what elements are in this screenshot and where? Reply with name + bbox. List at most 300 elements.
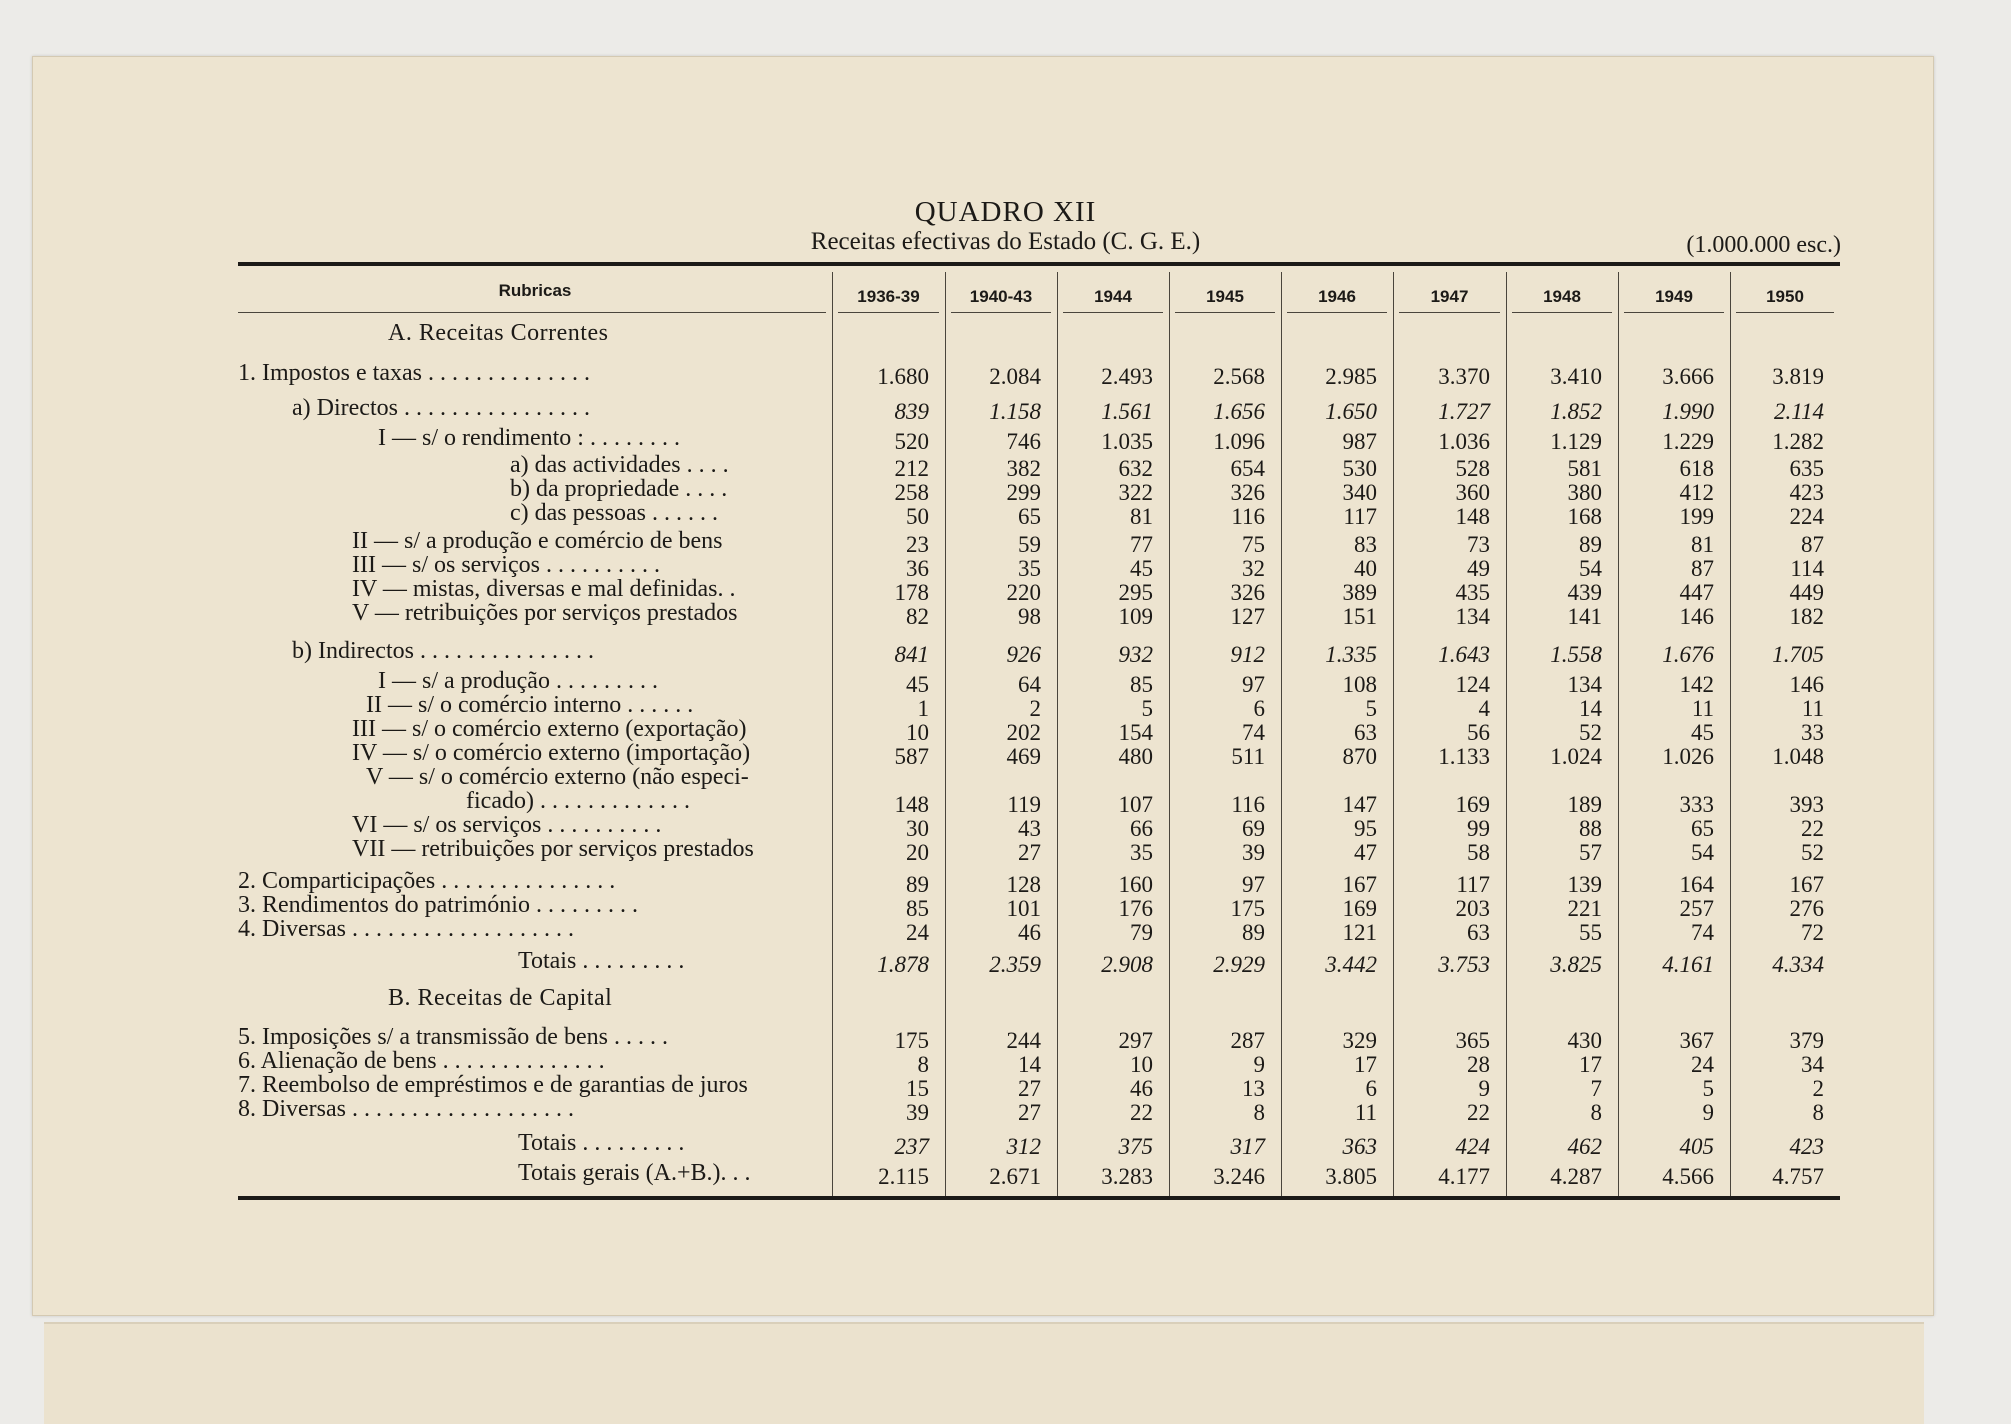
row-label: Totais . . . . . . . . .: [518, 1130, 685, 1156]
cell-value: 69: [1242, 816, 1265, 841]
cell-value: 167: [1342, 872, 1377, 897]
cell-value: 7: [1590, 1076, 1602, 1101]
cell-value: 85: [1130, 672, 1153, 697]
header-year: 1944: [1094, 287, 1132, 306]
cell-value: 333: [1679, 792, 1714, 817]
cell-value: 6: [1365, 1076, 1377, 1101]
cell-value: 142: [1679, 672, 1714, 697]
cell-value: 30: [906, 816, 929, 841]
cell-value: 14: [1579, 696, 1602, 721]
cell-value: 987: [1342, 429, 1377, 454]
cell-value: 839: [894, 399, 929, 424]
cell-value: 73: [1467, 532, 1490, 557]
cell-value: 299: [1006, 480, 1041, 505]
cell-value: 1.335: [1325, 642, 1377, 667]
cell-value: 5: [1141, 696, 1153, 721]
header-year: 1950: [1766, 287, 1804, 306]
cell-value: 2.084: [989, 364, 1041, 389]
cell-value: 746: [1006, 429, 1041, 454]
cell-value: 98: [1018, 604, 1041, 629]
row-label: 1. Impostos e taxas . . . . . . . . . . . . . .: [238, 360, 590, 386]
cell-value: 9: [1702, 1100, 1714, 1125]
cell-value: 1.096: [1213, 429, 1265, 454]
cell-value: 199: [1679, 504, 1714, 529]
cell-value: 148: [894, 792, 929, 817]
cell-value: 81: [1130, 504, 1153, 529]
row-label: 7. Reembolso de empréstimos e de garantias de juros: [238, 1072, 748, 1098]
cell-value: 1.852: [1550, 399, 1602, 424]
cell-value: 167: [1789, 872, 1824, 897]
cell-value: 654: [1230, 456, 1265, 481]
cell-value: 4.287: [1550, 1164, 1602, 1189]
cell-value: 1.026: [1662, 744, 1714, 769]
cell-value: 175: [894, 1028, 929, 1053]
cell-value: 151: [1342, 604, 1377, 629]
cell-value: 2.985: [1325, 364, 1377, 389]
cell-value: 618: [1679, 456, 1714, 481]
cell-value: 1.158: [989, 399, 1041, 424]
cell-value: 2.908: [1101, 952, 1153, 977]
row-label: c) das pessoas . . . . . .: [510, 500, 718, 526]
cell-value: 134: [1455, 604, 1490, 629]
header-underline: [1736, 312, 1834, 313]
cell-value: 3.283: [1101, 1164, 1153, 1189]
cell-value: 1.561: [1101, 399, 1153, 424]
cell-value: 10: [1130, 1052, 1153, 1077]
cell-value: 77: [1130, 532, 1153, 557]
cell-value: 121: [1342, 920, 1377, 945]
cell-value: 39: [906, 1100, 929, 1125]
cell-value: 4: [1478, 696, 1490, 721]
unit-note: (1.000.000 esc.): [1686, 232, 1841, 258]
header-underline: [1399, 312, 1500, 313]
cell-value: 435: [1455, 580, 1490, 605]
cell-value: 295: [1118, 580, 1153, 605]
row-label: I — s/ a produção . . . . . . . . .: [378, 668, 658, 694]
cell-value: 2.359: [989, 952, 1041, 977]
cell-value: 528: [1455, 456, 1490, 481]
cell-value: 297: [1118, 1028, 1153, 1053]
cell-value: 32: [1242, 556, 1265, 581]
cell-value: 107: [1118, 792, 1153, 817]
cell-value: 393: [1789, 792, 1824, 817]
cell-value: 329: [1342, 1028, 1377, 1053]
cell-value: 89: [1242, 920, 1265, 945]
cell-value: 367: [1679, 1028, 1714, 1053]
cell-value: 134: [1567, 672, 1602, 697]
cell-value: 88: [1579, 816, 1602, 841]
cell-value: 56: [1467, 720, 1490, 745]
cell-value: 287: [1230, 1028, 1265, 1053]
cell-value: 1.705: [1772, 642, 1824, 667]
row-label: a) Directos . . . . . . . . . . . . . . . .: [292, 395, 590, 421]
cell-value: 169: [1455, 792, 1490, 817]
cell-value: 220: [1006, 580, 1041, 605]
header-underline: [951, 312, 1051, 313]
cell-value: 8: [917, 1052, 929, 1077]
cell-value: 258: [894, 480, 929, 505]
cell-value: 175: [1230, 896, 1265, 921]
cell-value: 27: [1018, 1076, 1041, 1101]
cell-value: 45: [1130, 556, 1153, 581]
cell-value: 4.177: [1438, 1164, 1490, 1189]
cell-value: 449: [1789, 580, 1824, 605]
header-year: 1946: [1318, 287, 1356, 306]
cell-value: 36: [906, 556, 929, 581]
table-title: QUADRO XII: [914, 196, 1097, 228]
cell-value: 581: [1567, 456, 1602, 481]
cell-value: 146: [1789, 672, 1824, 697]
header-rubricas: Rubricas: [498, 281, 572, 300]
cell-value: 43: [1018, 816, 1041, 841]
cell-value: 108: [1342, 672, 1377, 697]
cell-value: 926: [1006, 642, 1041, 667]
cell-value: 3.442: [1325, 952, 1377, 977]
row-label: VII — retribuições por serviços prestados: [352, 836, 754, 862]
cell-value: 8: [1812, 1100, 1824, 1125]
cell-value: 28: [1467, 1052, 1490, 1077]
cell-value: 5: [1702, 1076, 1714, 1101]
cell-value: 430: [1567, 1028, 1602, 1053]
cell-value: 83: [1354, 532, 1377, 557]
row-label: I — s/ o rendimento : . . . . . . . .: [378, 425, 680, 451]
cell-value: 412: [1679, 480, 1714, 505]
cell-value: 11: [1354, 1100, 1377, 1125]
row-label: 4. Diversas . . . . . . . . . . . . . . . . . . .: [238, 916, 574, 942]
cell-value: 5: [1365, 696, 1377, 721]
header-underline: [1175, 312, 1275, 313]
cell-value: 9: [1253, 1052, 1265, 1077]
cell-value: 317: [1230, 1134, 1265, 1159]
cell-value: 65: [1691, 816, 1714, 841]
cell-value: 439: [1567, 580, 1602, 605]
header-year: 1940-43: [969, 287, 1033, 306]
cell-value: 74: [1242, 720, 1265, 745]
cell-value: 221: [1567, 896, 1602, 921]
header-year: 1949: [1655, 287, 1693, 306]
cell-value: 74: [1691, 920, 1714, 945]
cell-value: 11: [1691, 696, 1714, 721]
cell-value: 59: [1018, 532, 1041, 557]
cell-value: 4.161: [1662, 952, 1714, 977]
cell-value: 340: [1342, 480, 1377, 505]
cell-value: 1.558: [1550, 642, 1602, 667]
cell-value: 119: [1007, 792, 1041, 817]
cell-value: 54: [1691, 840, 1714, 865]
cell-value: 128: [1006, 872, 1041, 897]
cell-value: 2.115: [878, 1164, 929, 1189]
header-year: 1945: [1206, 287, 1244, 306]
section-a-heading: A. Receitas Correntes: [388, 320, 609, 346]
row-label: II — s/ o comércio interno . . . . . .: [366, 692, 694, 718]
row-label: 2. Comparticipações . . . . . . . . . . . . . . .: [238, 868, 616, 894]
cell-value: 1.048: [1772, 744, 1824, 769]
row-label: 5. Imposições s/ a transmissão de bens . . . . .: [238, 1024, 668, 1050]
cell-value: 3.666: [1662, 364, 1714, 389]
row-label: b) Indirectos . . . . . . . . . . . . . . .: [292, 638, 594, 664]
cell-value: 169: [1342, 896, 1377, 921]
cell-value: 1.229: [1662, 429, 1714, 454]
cell-value: 11: [1801, 696, 1824, 721]
cell-value: 75: [1242, 532, 1265, 557]
cell-value: 212: [894, 456, 929, 481]
cell-value: 2.114: [1773, 399, 1824, 424]
cell-value: 405: [1679, 1134, 1714, 1159]
cell-value: 49: [1467, 556, 1490, 581]
cell-value: 63: [1354, 720, 1377, 745]
cell-value: 1.643: [1438, 642, 1490, 667]
cell-value: 841: [894, 642, 929, 667]
cell-value: 40: [1354, 556, 1377, 581]
cell-value: 1.727: [1438, 399, 1490, 424]
cell-value: 89: [1579, 532, 1602, 557]
header-underline: [1287, 312, 1387, 313]
row-label: V — s/ o comércio externo (não especi-: [366, 764, 749, 790]
cell-value: 72: [1801, 920, 1824, 945]
cell-value: 139: [1567, 872, 1602, 897]
cell-value: 1.650: [1325, 399, 1377, 424]
row-label: Totais . . . . . . . . .: [518, 948, 685, 974]
cell-value: 380: [1567, 480, 1602, 505]
cell-value: 79: [1130, 920, 1153, 945]
cell-value: 632: [1118, 456, 1153, 481]
cell-value: 147: [1342, 792, 1377, 817]
cell-value: 363: [1342, 1134, 1377, 1159]
cell-value: 1.036: [1438, 429, 1490, 454]
cell-value: 99: [1467, 816, 1490, 841]
cell-value: 46: [1018, 920, 1041, 945]
cell-value: 3.410: [1550, 364, 1602, 389]
row-label: 3. Rendimentos do património . . . . . . . . .: [238, 892, 638, 918]
cell-value: 22: [1130, 1100, 1153, 1125]
cell-value: 203: [1455, 896, 1490, 921]
header-underline: [838, 312, 939, 313]
header-underline: [1624, 312, 1724, 313]
cell-value: 160: [1118, 872, 1153, 897]
cell-value: 511: [1231, 744, 1265, 769]
cell-value: 326: [1230, 480, 1265, 505]
cell-value: 176: [1118, 896, 1153, 921]
row-label: V — retribuições por serviços prestados: [352, 600, 738, 626]
cell-value: 50: [906, 504, 929, 529]
cell-value: 20: [906, 840, 929, 865]
bottom-rule: [238, 1196, 1840, 1200]
cell-value: 520: [894, 429, 929, 454]
row-label: III — s/ os serviços . . . . . . . . . .: [352, 552, 660, 578]
cell-value: 2: [1812, 1076, 1824, 1101]
row-label: IV — s/ o comércio externo (importação): [352, 740, 751, 766]
cell-value: 13: [1242, 1076, 1265, 1101]
cell-value: 1.282: [1772, 429, 1824, 454]
row-label: b) da propriedade . . . .: [510, 476, 728, 502]
cell-value: 379: [1789, 1028, 1824, 1053]
cell-value: 17: [1579, 1052, 1602, 1077]
cell-value: 35: [1130, 840, 1153, 865]
cell-value: 6: [1253, 696, 1265, 721]
cell-value: 1.656: [1213, 399, 1265, 424]
cell-value: 64: [1018, 672, 1041, 697]
cell-value: 244: [1006, 1028, 1041, 1053]
cell-value: 39: [1242, 840, 1265, 865]
row-label: VI — s/ os serviços . . . . . . . . . .: [352, 812, 662, 838]
cell-value: 375: [1118, 1134, 1153, 1159]
cell-value: 2.493: [1101, 364, 1153, 389]
cell-value: 322: [1118, 480, 1153, 505]
cell-value: 326: [1230, 580, 1265, 605]
cell-value: 4.334: [1772, 952, 1824, 977]
cell-value: 8: [1590, 1100, 1602, 1125]
cell-value: 3.825: [1550, 952, 1602, 977]
cell-value: 141: [1567, 604, 1602, 629]
cell-value: 154: [1118, 720, 1153, 745]
cell-value: 46: [1130, 1076, 1153, 1101]
cell-value: 3.819: [1772, 364, 1824, 389]
cell-value: 114: [1790, 556, 1824, 581]
cell-value: 65: [1018, 504, 1041, 529]
cell-value: 27: [1018, 1100, 1041, 1125]
cell-value: 24: [1691, 1052, 1714, 1077]
cell-value: 148: [1455, 504, 1490, 529]
cell-value: 66: [1130, 816, 1153, 841]
cell-value: 1.133: [1438, 744, 1490, 769]
cell-value: 85: [906, 896, 929, 921]
header-underline: [238, 312, 826, 313]
cell-value: 27: [1018, 840, 1041, 865]
row-label: III — s/ o comércio externo (exportação): [352, 716, 747, 742]
cell-value: 45: [1691, 720, 1714, 745]
cell-value: 423: [1789, 1134, 1824, 1159]
cell-value: 22: [1467, 1100, 1490, 1125]
cell-value: 424: [1455, 1134, 1490, 1159]
cell-value: 2: [1029, 696, 1041, 721]
cell-value: 1.676: [1662, 642, 1714, 667]
cell-value: 87: [1691, 556, 1714, 581]
cell-value: 365: [1455, 1028, 1490, 1053]
cell-value: 54: [1579, 556, 1602, 581]
cell-value: 117: [1343, 504, 1377, 529]
cell-value: 23: [906, 532, 929, 557]
cell-value: 35: [1018, 556, 1041, 581]
cell-value: 587: [894, 744, 929, 769]
cell-value: 4.566: [1662, 1164, 1714, 1189]
cell-value: 480: [1118, 744, 1153, 769]
cell-value: 117: [1456, 872, 1490, 897]
cell-value: 34: [1801, 1052, 1824, 1077]
header-underline: [1512, 312, 1612, 313]
cell-value: 52: [1801, 840, 1824, 865]
cell-value: 870: [1342, 744, 1377, 769]
cell-value: 469: [1006, 744, 1041, 769]
cell-value: 14: [1018, 1052, 1041, 1077]
cell-value: 224: [1789, 504, 1824, 529]
cell-value: 127: [1230, 604, 1265, 629]
cell-value: 4.757: [1772, 1164, 1824, 1189]
cell-value: 2.568: [1213, 364, 1265, 389]
row-label: 8. Diversas . . . . . . . . . . . . . . . . . . .: [238, 1096, 574, 1122]
cell-value: 33: [1801, 720, 1824, 745]
cell-value: 189: [1567, 792, 1602, 817]
cell-value: 45: [906, 672, 929, 697]
cell-value: 2.671: [989, 1164, 1041, 1189]
cell-value: 257: [1679, 896, 1714, 921]
cell-value: 87: [1801, 532, 1824, 557]
section-b-heading: B. Receitas de Capital: [388, 985, 613, 1011]
cell-value: 22: [1801, 816, 1824, 841]
cell-value: 124: [1455, 672, 1490, 697]
cell-value: 382: [1006, 456, 1041, 481]
row-label: 6. Alienação de bens . . . . . . . . . . . . . .: [238, 1048, 605, 1074]
cell-value: 3.370: [1438, 364, 1490, 389]
cell-value: 164: [1679, 872, 1714, 897]
cell-value: 3.246: [1213, 1164, 1265, 1189]
header-year: 1947: [1430, 287, 1469, 306]
cell-value: 932: [1118, 642, 1153, 667]
cell-value: 116: [1231, 504, 1265, 529]
table-subtitle: Receitas efectivas do Estado (C. G. E.): [810, 228, 1201, 255]
row-label: II — s/ a produção e comércio de bens: [352, 528, 723, 554]
cell-value: 389: [1342, 580, 1377, 605]
cell-value: 1: [917, 696, 929, 721]
cell-value: 17: [1354, 1052, 1377, 1077]
cell-value: 1.129: [1550, 429, 1602, 454]
cell-value: 237: [894, 1134, 929, 1159]
cell-value: 202: [1006, 720, 1041, 745]
cell-value: 15: [906, 1076, 929, 1101]
cell-value: 116: [1231, 792, 1265, 817]
cell-value: 3.753: [1438, 952, 1490, 977]
cell-value: 82: [906, 604, 929, 629]
cell-value: 1.035: [1101, 429, 1153, 454]
cell-value: 63: [1467, 920, 1490, 945]
header-year: 1936-39: [857, 287, 920, 306]
cell-value: 47: [1354, 840, 1377, 865]
cell-value: 312: [1006, 1134, 1041, 1159]
cell-value: 276: [1789, 896, 1824, 921]
cell-value: 101: [1006, 896, 1041, 921]
cell-value: 178: [894, 580, 929, 605]
cell-value: 9: [1478, 1076, 1490, 1101]
cell-value: 182: [1789, 604, 1824, 629]
cell-value: 635: [1789, 456, 1824, 481]
cell-value: 81: [1691, 532, 1714, 557]
cell-value: 10: [906, 720, 929, 745]
row-label: a) das actividades . . . .: [510, 452, 729, 478]
cell-value: 89: [906, 872, 929, 897]
row-label: Totais gerais (A.+B.). . .: [518, 1160, 751, 1186]
cell-value: 1.990: [1662, 399, 1714, 424]
cell-value: 530: [1342, 456, 1377, 481]
cell-value: 1.024: [1550, 744, 1602, 769]
cell-value: 447: [1679, 580, 1714, 605]
cell-value: 109: [1118, 604, 1153, 629]
cell-value: 2.929: [1213, 952, 1265, 977]
cell-value: 423: [1789, 480, 1824, 505]
cell-value: 52: [1579, 720, 1602, 745]
cell-value: 8: [1253, 1100, 1265, 1125]
cell-value: 912: [1230, 642, 1265, 667]
row-label: ficado) . . . . . . . . . . . . .: [466, 788, 690, 814]
cell-value: 146: [1679, 604, 1714, 629]
top-rule: [238, 262, 1840, 266]
cell-value: 57: [1579, 840, 1602, 865]
header-underline: [1063, 312, 1163, 313]
cell-value: 24: [906, 920, 929, 945]
cell-value: 58: [1467, 840, 1490, 865]
cell-value: 3.805: [1325, 1164, 1377, 1189]
cell-value: 1.878: [877, 952, 929, 977]
cell-value: 55: [1579, 920, 1602, 945]
header-year: 1948: [1543, 287, 1581, 306]
